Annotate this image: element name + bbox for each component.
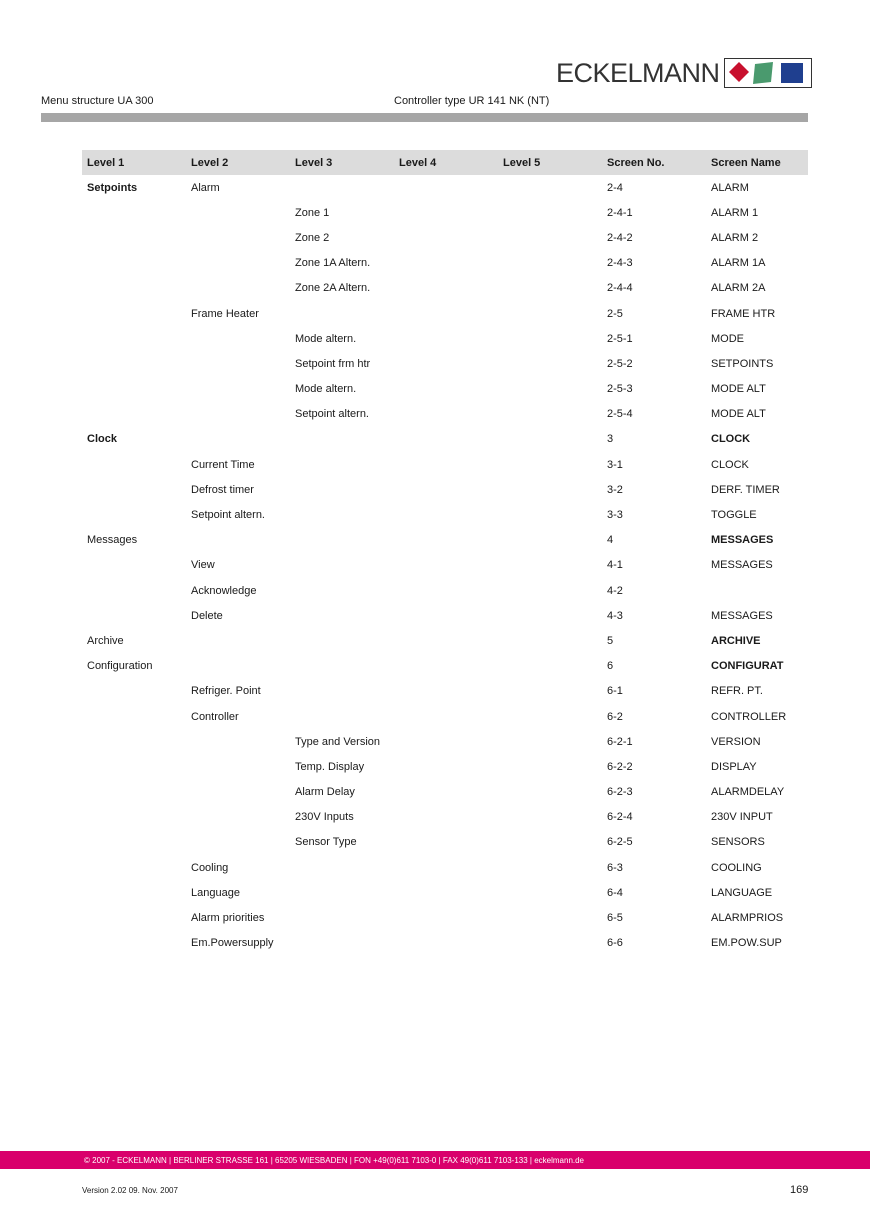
table-row — [82, 729, 808, 754]
table-cell: COOLING — [711, 861, 762, 874]
table-cell: Frame Heater — [191, 307, 259, 320]
table-cell — [498, 276, 602, 301]
table-cell: Configuration — [87, 660, 153, 673]
table-cell — [394, 276, 498, 301]
table-cell: Sensor Type — [295, 836, 357, 849]
table-row — [82, 830, 808, 855]
table-cell: TOGGLE — [711, 509, 757, 522]
table-cell — [82, 477, 186, 502]
logo-squares-graphic — [725, 59, 811, 87]
table-cell — [290, 553, 394, 578]
table-row — [82, 880, 808, 905]
table-cell — [82, 502, 186, 527]
logo-red-diamond — [729, 62, 749, 82]
table-cell — [394, 754, 498, 779]
table-cell — [394, 628, 498, 653]
table-cell: Delete — [191, 609, 223, 622]
table-cell: ALARM 2 — [711, 231, 759, 244]
table-cell — [498, 200, 602, 225]
table-cell: Refriger. Point — [191, 685, 261, 698]
table-row — [82, 654, 808, 679]
table-cell: SETPOINTS — [711, 357, 774, 370]
table-cell — [290, 905, 394, 930]
table-cell — [82, 578, 186, 603]
table-cell — [290, 628, 394, 653]
column-header: Level 3 — [290, 150, 394, 175]
table-cell — [186, 351, 290, 376]
eckelmann-logo — [556, 56, 812, 90]
table-cell: 4-2 — [607, 584, 623, 597]
table-cell: Zone 1A Altern. — [295, 257, 371, 270]
table-cell: Setpoint frm htr — [295, 357, 371, 370]
table-cell — [290, 578, 394, 603]
table-cell: 5 — [607, 634, 614, 647]
table-cell — [82, 754, 186, 779]
table-cell — [394, 830, 498, 855]
table-cell — [394, 880, 498, 905]
logo-text: ECKELMANN — [556, 57, 720, 88]
table-row — [82, 326, 808, 351]
table-cell — [82, 276, 186, 301]
table-cell — [394, 528, 498, 553]
table-cell — [290, 175, 394, 200]
table-body — [82, 175, 808, 956]
table-cell: MODE ALT — [711, 408, 766, 421]
table-cell: 2-5 — [607, 307, 623, 320]
table-cell — [394, 225, 498, 250]
table-cell — [82, 905, 186, 930]
table-cell: Zone 1 — [295, 206, 330, 219]
table-cell: REFR. PT. — [711, 685, 763, 698]
table-cell — [290, 301, 394, 326]
table-cell — [498, 351, 602, 376]
table-cell — [498, 704, 602, 729]
logo-squares-icon — [724, 58, 812, 88]
table-row — [82, 578, 808, 603]
table-cell — [186, 377, 290, 402]
table-cell — [186, 754, 290, 779]
table-cell — [82, 402, 186, 427]
table-cell — [290, 855, 394, 880]
logo-blue-square — [781, 63, 803, 83]
table-cell — [82, 805, 186, 830]
table-cell: ALARM 2A — [711, 282, 766, 295]
table-cell: 2-4-1 — [607, 206, 633, 219]
table-cell — [498, 855, 602, 880]
version-info: Version 2.02 09. Nov. 2007 — [82, 1186, 178, 1195]
table-cell: 3 — [607, 433, 614, 446]
table-cell — [82, 251, 186, 276]
table-cell: 3-3 — [607, 509, 623, 522]
table-cell: 3-2 — [607, 483, 623, 496]
table-cell: Archive — [87, 634, 124, 647]
table-cell: Em.Powersupply — [191, 937, 274, 950]
table-cell — [498, 578, 602, 603]
column-header: Level 2 — [186, 150, 290, 175]
table-cell — [394, 905, 498, 930]
table-cell: Mode altern. — [295, 383, 357, 396]
table-cell: 6 — [607, 660, 614, 673]
table-cell — [394, 729, 498, 754]
table-cell — [82, 553, 186, 578]
table-cell — [394, 326, 498, 351]
table-cell — [186, 427, 290, 452]
table-cell — [498, 679, 602, 704]
table-row — [82, 805, 808, 830]
table-cell — [186, 225, 290, 250]
table-cell: 6-5 — [607, 912, 623, 925]
table-cell — [498, 452, 602, 477]
table-cell — [82, 452, 186, 477]
table-cell — [186, 780, 290, 805]
table-cell: Setpoints — [87, 181, 138, 194]
table-cell — [186, 729, 290, 754]
doc-section-title: Menu structure UA 300 — [41, 95, 154, 107]
table-row — [82, 931, 808, 956]
footer-address: © 2007 - ECKELMANN | BERLINER STRASSE 161 | 65205 WIESBADEN | FON +49(0)611 7103-0 | FAX 49(0)611 7103-133 | eckelmann.de — [84, 1156, 585, 1165]
table-cell — [290, 704, 394, 729]
table-cell — [82, 704, 186, 729]
table-row — [82, 603, 808, 628]
controller-type: Controller type UR 141 NK (NT) — [394, 95, 550, 107]
table-cell — [82, 225, 186, 250]
table-cell — [498, 477, 602, 502]
table-cell — [394, 427, 498, 452]
table-cell: 6-6 — [607, 937, 623, 950]
table-cell — [82, 780, 186, 805]
table-cell: 3-1 — [607, 458, 623, 471]
table-cell — [290, 452, 394, 477]
table-cell: Zone 2 — [295, 231, 330, 244]
table-row — [82, 225, 808, 250]
table-cell: 2-4 — [607, 181, 623, 194]
header-divider — [41, 113, 808, 122]
table-cell: 6-2-3 — [607, 786, 633, 799]
table-cell — [394, 200, 498, 225]
table-cell — [498, 905, 602, 930]
table-cell — [186, 200, 290, 225]
table-cell — [498, 175, 602, 200]
table-cell — [82, 326, 186, 351]
table-cell: MODE — [711, 332, 744, 345]
table-cell — [290, 603, 394, 628]
table-cell: CLOCK — [711, 433, 751, 446]
table-cell — [290, 931, 394, 956]
table-cell — [394, 477, 498, 502]
table-cell: ALARM 1 — [711, 206, 759, 219]
table-cell — [498, 553, 602, 578]
table-cell: 2-5-4 — [607, 408, 633, 421]
table-cell: 6-2 — [607, 710, 623, 723]
table-cell: Cooling — [191, 861, 229, 874]
table-cell: FRAME HTR — [711, 307, 776, 320]
table-cell: SENSORS — [711, 836, 765, 849]
table-cell: CONTROLLER — [711, 710, 787, 723]
table-cell: Mode altern. — [295, 332, 357, 345]
table-cell — [290, 880, 394, 905]
column-header: Screen Name — [706, 150, 808, 175]
table-cell — [394, 553, 498, 578]
table-row — [82, 377, 808, 402]
table-cell — [498, 830, 602, 855]
table-cell — [290, 502, 394, 527]
table-cell: DISPLAY — [711, 760, 757, 773]
table-cell: Alarm — [191, 181, 220, 194]
table-cell: EM.POW.SUP — [711, 937, 782, 950]
table-cell: 2-5-3 — [607, 383, 633, 396]
table-cell: DERF. TIMER — [711, 483, 780, 496]
table-cell: Setpoint altern. — [191, 509, 265, 522]
table-cell — [186, 528, 290, 553]
table-cell: MESSAGES — [711, 609, 773, 622]
table-row — [82, 754, 808, 779]
table-cell: ALARM — [711, 181, 749, 194]
table-cell — [82, 729, 186, 754]
table-cell — [290, 528, 394, 553]
table-cell: 2-4-4 — [607, 282, 633, 295]
table-row — [82, 628, 808, 653]
table-cell — [82, 931, 186, 956]
table-cell: 2-4-2 — [607, 231, 633, 244]
table-cell: Alarm priorities — [191, 912, 265, 925]
table-cell — [498, 931, 602, 956]
table-cell — [394, 301, 498, 326]
table-cell — [498, 377, 602, 402]
table-cell — [394, 402, 498, 427]
table-cell — [394, 578, 498, 603]
table-cell — [290, 679, 394, 704]
table-cell: Zone 2A Altern. — [295, 282, 371, 295]
table-cell — [394, 931, 498, 956]
table-cell — [186, 805, 290, 830]
table-cell: 2-5-2 — [607, 357, 633, 370]
table-cell — [394, 351, 498, 376]
table-cell: Current Time — [191, 458, 255, 471]
table-cell: Language — [191, 886, 240, 899]
table-cell — [498, 754, 602, 779]
table-cell — [82, 880, 186, 905]
table-cell — [186, 654, 290, 679]
logo-green-square — [753, 62, 773, 84]
table-cell: MESSAGES — [711, 534, 774, 547]
table-cell — [186, 402, 290, 427]
table-cell — [82, 377, 186, 402]
table-cell — [498, 427, 602, 452]
table-row — [82, 200, 808, 225]
table-cell: Defrost timer — [191, 483, 254, 496]
table-cell: 6-2-1 — [607, 735, 633, 748]
table-cell — [82, 830, 186, 855]
table-cell — [394, 603, 498, 628]
table-cell: ALARM 1A — [711, 257, 766, 270]
table-cell: ALARMDELAY — [711, 786, 785, 799]
table-cell: 2-5-1 — [607, 332, 633, 345]
table-cell — [498, 301, 602, 326]
table-cell: 6-1 — [607, 685, 623, 698]
table-cell: LANGUAGE — [711, 886, 773, 899]
table-cell — [394, 679, 498, 704]
table-cell — [82, 351, 186, 376]
table-cell: MODE ALT — [711, 383, 766, 396]
table-cell — [82, 200, 186, 225]
column-header: Level 1 — [82, 150, 186, 175]
table-cell — [394, 805, 498, 830]
table-cell — [82, 855, 186, 880]
table-cell: Temp. Display — [295, 760, 365, 773]
footer-bar — [0, 1151, 870, 1169]
table-cell: View — [191, 559, 215, 572]
column-header: Screen No. — [602, 150, 706, 175]
table-row — [82, 780, 808, 805]
menu-structure-table — [82, 150, 808, 956]
table-cell — [82, 301, 186, 326]
table-cell — [394, 654, 498, 679]
table-cell: Setpoint altern. — [295, 408, 369, 421]
table-cell — [498, 402, 602, 427]
table-cell: 2-4-3 — [607, 257, 633, 270]
table-cell — [498, 326, 602, 351]
table-cell: 6-3 — [607, 861, 623, 874]
table-cell — [394, 780, 498, 805]
table-cell — [498, 603, 602, 628]
table-cell — [498, 225, 602, 250]
table-row — [82, 351, 808, 376]
table-cell: Acknowledge — [191, 584, 257, 597]
table-cell: 4-1 — [607, 559, 623, 572]
table-cell: 6-2-5 — [607, 836, 633, 849]
table-cell: Alarm Delay — [295, 786, 355, 799]
table-row — [82, 276, 808, 301]
table-row — [82, 402, 808, 427]
table-cell: Clock — [87, 433, 117, 446]
table-cell: 6-4 — [607, 886, 623, 899]
table-cell — [498, 729, 602, 754]
table-row — [82, 477, 808, 502]
page-number: 169 — [790, 1184, 809, 1196]
table-row — [82, 704, 808, 729]
table-cell — [394, 855, 498, 880]
table-cell — [394, 502, 498, 527]
table-row — [82, 679, 808, 704]
table-cell: 6-2-2 — [607, 760, 633, 773]
table-cell: 4-3 — [607, 609, 623, 622]
table-cell: Controller — [191, 710, 239, 723]
column-header: Level 5 — [498, 150, 602, 175]
table-cell — [498, 628, 602, 653]
table-cell — [498, 251, 602, 276]
table-cell — [498, 805, 602, 830]
table-cell — [290, 477, 394, 502]
table-cell — [186, 830, 290, 855]
table-row — [82, 427, 808, 452]
table-cell — [394, 704, 498, 729]
table-cell — [498, 780, 602, 805]
table-cell — [82, 679, 186, 704]
table-cell: Messages — [87, 534, 138, 547]
table-row — [82, 528, 808, 553]
table-cell — [394, 377, 498, 402]
table-cell — [186, 276, 290, 301]
table-cell — [186, 251, 290, 276]
table-cell — [498, 528, 602, 553]
column-header: Level 4 — [394, 150, 498, 175]
table-cell: MESSAGES — [711, 559, 773, 572]
table-cell: 4 — [607, 534, 614, 547]
table-cell — [498, 880, 602, 905]
table-cell: Type and Version — [295, 735, 381, 748]
table-cell: 230V INPUT — [711, 811, 773, 824]
table-cell — [706, 578, 808, 603]
table-cell — [82, 603, 186, 628]
table-row — [82, 553, 808, 578]
table-cell — [498, 654, 602, 679]
table-row — [82, 502, 808, 527]
table-cell — [290, 427, 394, 452]
table-cell: 6-2-4 — [607, 811, 633, 824]
table-row — [82, 855, 808, 880]
table-cell — [186, 628, 290, 653]
table-row — [82, 905, 808, 930]
table-cell — [394, 175, 498, 200]
table-cell — [394, 452, 498, 477]
table-cell: ARCHIVE — [711, 634, 761, 647]
table-cell — [498, 502, 602, 527]
table-cell: CLOCK — [711, 458, 749, 471]
table-row — [82, 251, 808, 276]
table-cell — [394, 251, 498, 276]
table-row — [82, 175, 808, 200]
table-cell — [186, 326, 290, 351]
table-header-row — [82, 150, 808, 175]
table-row — [82, 452, 808, 477]
table-row — [82, 301, 808, 326]
table-cell: 230V Inputs — [295, 811, 354, 824]
table-cell: ALARMPRIOS — [711, 912, 784, 925]
table-cell: VERSION — [711, 735, 761, 748]
table-cell: CONFIGURAT — [711, 660, 784, 673]
table-cell — [290, 654, 394, 679]
